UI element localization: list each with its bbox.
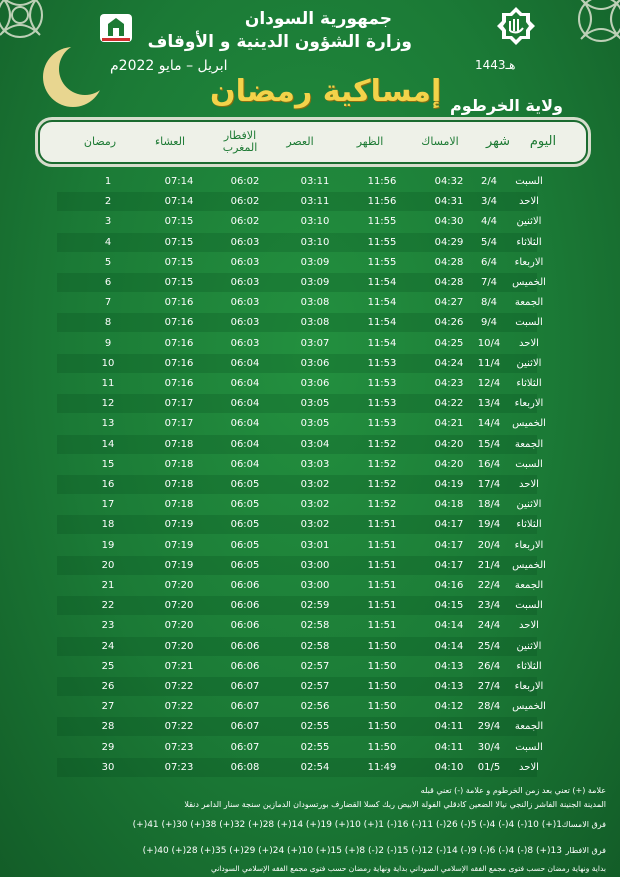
table-row	[57, 354, 597, 373]
cell-date: 25/4	[477, 640, 501, 652]
cell-ramadan: 19	[101, 539, 115, 551]
cell-maghrib: 06:06	[230, 620, 260, 632]
cell-asr: 03:10	[300, 236, 330, 248]
cell-ramadan: 10	[101, 357, 115, 369]
cell-day: الجمعة	[514, 438, 544, 450]
cell-maghrib: 06:03	[230, 277, 260, 288]
table-row	[57, 616, 597, 635]
cell-date: 6/4	[480, 256, 498, 268]
cell-asr: 02:55	[300, 721, 330, 733]
cell-day: الاربعاء	[514, 681, 544, 692]
allah-calligraphy-emblem-icon	[496, 6, 536, 46]
cell-dhuhr: 11:55	[367, 216, 397, 228]
cell-isha: 07:17	[164, 398, 194, 410]
cell-dhuhr: 11:52	[367, 479, 397, 490]
cell-dhuhr: 11:50	[367, 701, 397, 713]
cell-dhuhr: 11:52	[367, 458, 397, 470]
cell-asr: 02:57	[300, 681, 330, 692]
cell-date: 19/4	[477, 519, 501, 531]
cell-isha: 07:22	[164, 681, 194, 692]
cell-dhuhr: 11:53	[367, 418, 397, 430]
cell-day: الخميس	[512, 277, 546, 288]
cell-dhuhr: 11:54	[367, 277, 397, 288]
table-row	[57, 414, 597, 433]
cell-isha: 07:18	[164, 438, 194, 450]
cell-ramadan: 13	[101, 418, 115, 430]
column-header-ramadan: رمضان	[83, 135, 117, 148]
cell-imsak: 04:21	[434, 418, 464, 430]
cell-imsak: 04:17	[434, 559, 464, 571]
cell-imsak: 04:11	[434, 741, 464, 753]
cell-asr: 03:01	[300, 539, 330, 551]
cell-maghrib: 06:05	[230, 519, 260, 531]
cell-imsak: 04:27	[434, 297, 464, 309]
cell-dhuhr: 11:52	[367, 499, 397, 511]
cell-imsak: 04:16	[434, 580, 464, 591]
cell-dhuhr: 11:53	[367, 378, 397, 389]
cell-ramadan: 5	[104, 256, 112, 268]
cell-maghrib: 06:04	[230, 438, 260, 450]
table-row	[57, 738, 597, 757]
cell-asr: 03:11	[300, 176, 330, 187]
table-row	[57, 313, 597, 332]
cell-asr: 03:09	[300, 277, 330, 288]
imsak-diff-label: فرق الامساك	[561, 820, 606, 829]
cell-date: 8/4	[480, 297, 498, 309]
cell-dhuhr: 11:50	[367, 741, 397, 753]
cell-asr: 03:00	[300, 559, 330, 571]
cell-ramadan: 16	[101, 479, 115, 490]
cell-asr: 02:59	[300, 600, 330, 612]
page-title: إمساكية رمضان	[210, 74, 442, 109]
cell-day: الخميس	[512, 418, 546, 430]
cell-imsak: 04:28	[434, 277, 464, 288]
column-header-month: شهر	[485, 134, 511, 149]
cell-dhuhr: 11:50	[367, 640, 397, 652]
cell-ramadan: 30	[101, 761, 115, 773]
cell-imsak: 04:12	[434, 701, 464, 713]
table-row	[57, 596, 597, 615]
cell-maghrib: 06:05	[230, 559, 260, 571]
cell-ramadan: 3	[104, 216, 112, 228]
cell-isha: 07:18	[164, 479, 194, 490]
cell-date: 15/4	[477, 438, 501, 450]
cell-ramadan: 17	[101, 499, 115, 511]
table-header	[38, 120, 588, 164]
cell-asr: 03:06	[300, 378, 330, 389]
cell-imsak: 04:20	[434, 438, 464, 450]
cell-dhuhr: 11:52	[367, 438, 397, 450]
cell-asr: 03:05	[300, 398, 330, 410]
cell-imsak: 04:17	[434, 519, 464, 531]
cell-isha: 07:19	[164, 559, 194, 571]
cell-isha: 07:19	[164, 519, 194, 531]
table-row	[57, 334, 597, 353]
cell-asr: 03:09	[300, 256, 330, 268]
cell-isha: 07:20	[164, 640, 194, 652]
cell-maghrib: 06:03	[230, 256, 260, 268]
cell-imsak: 04:19	[434, 479, 464, 490]
ministry-emblem-icon	[96, 12, 136, 44]
cell-date: 21/4	[477, 559, 501, 571]
cell-maghrib: 06:03	[230, 297, 260, 309]
cell-ramadan: 20	[101, 559, 115, 571]
cell-imsak: 04:24	[434, 357, 464, 369]
cell-day: الخميس	[512, 559, 546, 571]
cell-day: الاحد	[519, 479, 539, 490]
cell-ramadan: 23	[101, 620, 115, 632]
cell-dhuhr: 11:50	[367, 681, 397, 692]
cell-date: 01/5	[477, 761, 501, 773]
cell-imsak: 04:18	[434, 499, 464, 511]
cell-asr: 03:07	[300, 337, 330, 349]
cell-date: 10/4	[477, 337, 501, 349]
cell-dhuhr: 11:54	[367, 297, 397, 309]
cell-asr: 03:11	[300, 196, 330, 208]
cell-ramadan: 25	[101, 660, 115, 672]
cell-date: 13/4	[477, 398, 501, 410]
legend-note: علامة (+) تعني بعد زمن الخرطوم و علامة (-) تعني قبله	[420, 786, 606, 795]
imsak-diffs: (+)41 (+)30 (+)38 (+)32 (+)28 (+)14 (+)19 (+)10 (+)1 (-)16 (-)11 (-)26 (-)5 (-)4 (-)4 (-)10 (+)1	[132, 820, 562, 830]
cell-isha: 07:19	[164, 539, 194, 551]
table-row	[57, 455, 597, 474]
cell-imsak: 04:26	[434, 317, 464, 329]
cell-date: 24/4	[477, 620, 501, 632]
cell-imsak: 04:10	[434, 761, 464, 773]
cell-date: 16/4	[477, 458, 501, 470]
country-title: جمهورية السودان	[244, 9, 392, 29]
cell-date: 14/4	[477, 418, 501, 430]
cell-maghrib: 06:03	[230, 236, 260, 248]
cell-day: الاثنين	[516, 357, 542, 369]
cell-ramadan: 18	[101, 519, 115, 531]
crescent-moon-icon	[40, 42, 110, 112]
table-row	[57, 374, 597, 393]
cell-isha: 07:15	[164, 236, 194, 248]
cell-date: 11/4	[477, 357, 501, 369]
cell-imsak: 04:15	[434, 600, 464, 612]
table-row	[57, 273, 597, 292]
cell-asr: 02:58	[300, 640, 330, 652]
cell-maghrib: 06:03	[230, 317, 260, 329]
table-row	[57, 536, 597, 555]
cell-asr: 02:55	[300, 741, 330, 753]
table-row	[57, 192, 597, 211]
hijri-year: 1443هـ	[475, 58, 516, 72]
cell-imsak: 04:11	[434, 721, 464, 733]
cell-maghrib: 06:06	[230, 580, 260, 591]
cell-isha: 07:16	[164, 317, 194, 329]
cell-dhuhr: 11:53	[367, 398, 397, 410]
cell-date: 12/4	[477, 378, 501, 389]
cell-ramadan: 21	[101, 580, 115, 591]
cell-asr: 03:08	[300, 297, 330, 309]
cell-isha: 07:14	[164, 196, 194, 208]
cell-ramadan: 11	[101, 378, 115, 389]
column-header-imsak: الامساك	[421, 135, 459, 148]
cell-day: الثلاثاء	[516, 519, 542, 531]
table-row	[57, 657, 597, 676]
cell-isha: 07:22	[164, 721, 194, 733]
cell-isha: 07:15	[164, 256, 194, 268]
cell-maghrib: 06:07	[230, 681, 260, 692]
cell-date: 26/4	[477, 660, 501, 672]
cell-date: 17/4	[477, 479, 501, 490]
cell-dhuhr: 11:51	[367, 580, 397, 591]
cell-dhuhr: 11:51	[367, 600, 397, 612]
cell-isha: 07:14	[164, 176, 194, 187]
cell-day: السبت	[515, 458, 543, 470]
state-name: ولاية الخرطوم	[450, 96, 563, 115]
cell-ramadan: 8	[104, 317, 112, 329]
cell-maghrib: 06:08	[230, 761, 260, 773]
cell-asr: 03:05	[300, 418, 330, 430]
table-row	[57, 475, 597, 494]
table-row	[57, 717, 597, 736]
cell-maghrib: 06:02	[230, 196, 260, 208]
cell-dhuhr: 11:55	[367, 256, 397, 268]
cell-isha: 07:15	[164, 216, 194, 228]
cell-ramadan: 15	[101, 458, 115, 470]
cell-isha: 07:22	[164, 701, 194, 713]
cell-dhuhr: 11:53	[367, 357, 397, 369]
footer-note: بداية ونهاية رمضان حسب فتوى مجمع الفقه الإسلامي السوداني بداية ونهاية رمضان حسب فتوى مجمع الفقه الإسلامي السوداني	[210, 864, 606, 873]
cell-ramadan: 4	[104, 236, 112, 248]
cell-imsak: 04:30	[434, 216, 464, 228]
cell-maghrib: 06:04	[230, 398, 260, 410]
cell-isha: 07:16	[164, 297, 194, 309]
table-row	[57, 212, 597, 231]
cell-dhuhr: 11:51	[367, 559, 397, 571]
cell-asr: 03:04	[300, 438, 330, 450]
table-row	[57, 253, 597, 272]
cell-asr: 03:02	[300, 499, 330, 511]
cell-date: 30/4	[477, 741, 501, 753]
cell-maghrib: 06:02	[230, 176, 260, 187]
cell-day: الثلاثاء	[516, 378, 542, 389]
cell-isha: 07:20	[164, 580, 194, 591]
cell-dhuhr: 11:55	[367, 236, 397, 248]
cell-maghrib: 06:04	[230, 378, 260, 389]
cell-maghrib: 06:07	[230, 701, 260, 713]
cell-maghrib: 06:05	[230, 539, 260, 551]
cell-ramadan: 28	[101, 721, 115, 733]
cell-ramadan: 22	[101, 600, 115, 612]
cell-day: الثلاثاء	[516, 236, 542, 248]
cell-isha: 07:20	[164, 620, 194, 632]
cell-maghrib: 06:07	[230, 741, 260, 753]
cell-maghrib: 06:05	[230, 479, 260, 490]
cell-date: 22/4	[477, 580, 501, 591]
column-header-day: اليوم	[529, 134, 557, 149]
cell-asr: 03:02	[300, 519, 330, 531]
table-row	[57, 758, 597, 777]
cell-isha: 07:23	[164, 741, 194, 753]
cell-asr: 03:03	[300, 458, 330, 470]
cell-isha: 07:18	[164, 458, 194, 470]
cell-dhuhr: 11:49	[367, 761, 397, 773]
cell-day: السبت	[515, 600, 543, 612]
cell-dhuhr: 11:56	[367, 176, 397, 187]
cell-isha: 07:21	[164, 660, 194, 672]
cell-dhuhr: 11:51	[367, 519, 397, 531]
cell-ramadan: 27	[101, 701, 115, 713]
cell-isha: 07:18	[164, 499, 194, 511]
table-row	[57, 576, 597, 595]
table-row	[57, 697, 597, 716]
cell-dhuhr: 11:56	[367, 196, 397, 208]
cell-imsak: 04:31	[434, 196, 464, 208]
cell-imsak: 04:28	[434, 256, 464, 268]
cell-ramadan: 2	[104, 196, 112, 208]
cell-dhuhr: 11:50	[367, 721, 397, 733]
cell-maghrib: 06:05	[230, 499, 260, 511]
cell-day: الخميس	[512, 701, 546, 713]
cell-maghrib: 06:04	[230, 418, 260, 430]
cell-imsak: 04:14	[434, 620, 464, 632]
cell-ramadan: 6	[104, 277, 112, 288]
cell-dhuhr: 11:51	[367, 539, 397, 551]
gregorian-date-range: ابريل – مايو 2022م	[110, 58, 228, 74]
cell-imsak: 04:20	[434, 458, 464, 470]
cell-ramadan: 12	[101, 398, 115, 410]
cell-day: الجمعة	[514, 297, 544, 309]
cell-asr: 02:56	[300, 701, 330, 713]
cell-day: الاربعاء	[514, 398, 544, 410]
cell-day: الاحد	[519, 196, 539, 208]
cell-day: الاحد	[519, 620, 539, 632]
cell-day: السبت	[515, 741, 543, 753]
iftar-diff-label: فرق الافطار	[565, 846, 606, 855]
ministry-title: وزارة الشؤون الدينية و الأوقاف	[147, 32, 412, 52]
table-row	[57, 515, 597, 534]
cell-day: الاحد	[519, 761, 539, 773]
cell-date: 2/4	[480, 176, 498, 187]
cell-day: الاربعاء	[514, 256, 544, 268]
table-row	[57, 556, 597, 575]
cell-asr: 03:08	[300, 317, 330, 329]
cell-dhuhr: 11:54	[367, 337, 397, 349]
cities-list: المدينة الجنينة الفاشر زالنجي نيالا الضعين كادقلي الفولة الابيض ربك كسلا القضارف بورتسودان الدمازين سنجة سنار الدامر دنقلا	[184, 800, 606, 809]
cell-asr: 02:54	[300, 761, 330, 773]
cell-day: الاثنين	[516, 216, 542, 228]
cell-ramadan: 7	[104, 297, 112, 309]
cell-imsak: 04:23	[434, 378, 464, 389]
iftar-diffs: (+)40 (+)28 (+)35 (+)29 (+)24 (+)10 (+)15 (+)8 (-)2 (-)15 (-)12 (-)14 (-)9 (-)6 (-)4 (-)8 (+)13	[142, 846, 562, 856]
cell-date: 23/4	[477, 600, 501, 612]
cell-day: الاربعاء	[514, 539, 544, 551]
cell-maghrib: 06:04	[230, 357, 260, 369]
cell-day: السبت	[515, 176, 543, 187]
cell-imsak: 04:32	[434, 176, 464, 187]
cell-day: السبت	[515, 317, 543, 329]
cell-asr: 03:02	[300, 479, 330, 490]
cell-isha: 07:17	[164, 418, 194, 430]
cell-day: الجمعة	[514, 580, 544, 591]
cell-day: الاثنين	[516, 640, 542, 652]
cell-ramadan: 14	[101, 438, 115, 450]
column-header-isha: العشاء	[154, 135, 186, 148]
cell-date: 27/4	[477, 681, 501, 692]
cell-isha: 07:16	[164, 378, 194, 389]
cell-isha: 07:20	[164, 600, 194, 612]
cell-date: 5/4	[480, 236, 498, 248]
cell-ramadan: 1	[104, 176, 112, 187]
cell-ramadan: 24	[101, 640, 115, 652]
table-row	[57, 394, 597, 413]
table-row	[57, 637, 597, 656]
cell-imsak: 04:14	[434, 640, 464, 652]
table-row	[57, 435, 597, 454]
cell-asr: 02:57	[300, 660, 330, 672]
table-row	[57, 495, 597, 514]
cell-maghrib: 06:04	[230, 458, 260, 470]
cell-imsak: 04:13	[434, 660, 464, 672]
table-row	[57, 293, 597, 312]
table-row	[57, 233, 597, 252]
cell-date: 29/4	[477, 721, 501, 733]
cell-asr: 03:06	[300, 357, 330, 369]
cell-isha: 07:16	[164, 357, 194, 369]
column-header-asr: العصر	[286, 135, 314, 148]
cell-dhuhr: 11:50	[367, 660, 397, 672]
cell-maghrib: 06:06	[230, 600, 260, 612]
cell-day: الثلاثاء	[516, 660, 542, 672]
cell-date: 7/4	[480, 277, 498, 288]
column-header-dhuhr: الظهر	[356, 135, 384, 148]
cell-maghrib: 06:07	[230, 721, 260, 733]
cell-maghrib: 06:06	[230, 640, 260, 652]
cell-imsak: 04:13	[434, 681, 464, 692]
cell-date: 28/4	[477, 701, 501, 713]
cell-date: 9/4	[480, 317, 498, 329]
cell-ramadan: 9	[104, 337, 112, 349]
cell-day: الجمعة	[514, 721, 544, 733]
cell-day: الاحد	[519, 337, 539, 349]
cell-isha: 07:16	[164, 337, 194, 349]
cell-imsak: 04:17	[434, 539, 464, 551]
cell-asr: 03:10	[300, 216, 330, 228]
cell-imsak: 04:22	[434, 398, 464, 410]
cell-asr: 02:58	[300, 620, 330, 632]
cell-date: 20/4	[477, 539, 501, 551]
cell-day: الاثنين	[516, 499, 542, 511]
arabesque-ornament-icon	[556, 0, 620, 64]
table-row	[57, 172, 597, 191]
cell-date: 4/4	[480, 216, 498, 228]
cell-maghrib: 06:03	[230, 337, 260, 349]
cell-maghrib: 06:06	[230, 660, 260, 672]
cell-isha: 07:23	[164, 761, 194, 773]
column-header-maghrib: الافطار المغرب	[222, 129, 258, 154]
cell-ramadan: 29	[101, 741, 115, 753]
cell-imsak: 04:29	[434, 236, 464, 248]
cell-maghrib: 06:02	[230, 216, 260, 228]
cell-imsak: 04:25	[434, 337, 464, 349]
cell-dhuhr: 11:54	[367, 317, 397, 329]
cell-isha: 07:15	[164, 277, 194, 288]
cell-ramadan: 26	[101, 681, 115, 692]
table-row	[57, 677, 597, 696]
cell-date: 18/4	[477, 499, 501, 511]
cell-dhuhr: 11:51	[367, 620, 397, 632]
cell-date: 3/4	[480, 196, 498, 208]
cell-asr: 03:00	[300, 580, 330, 591]
